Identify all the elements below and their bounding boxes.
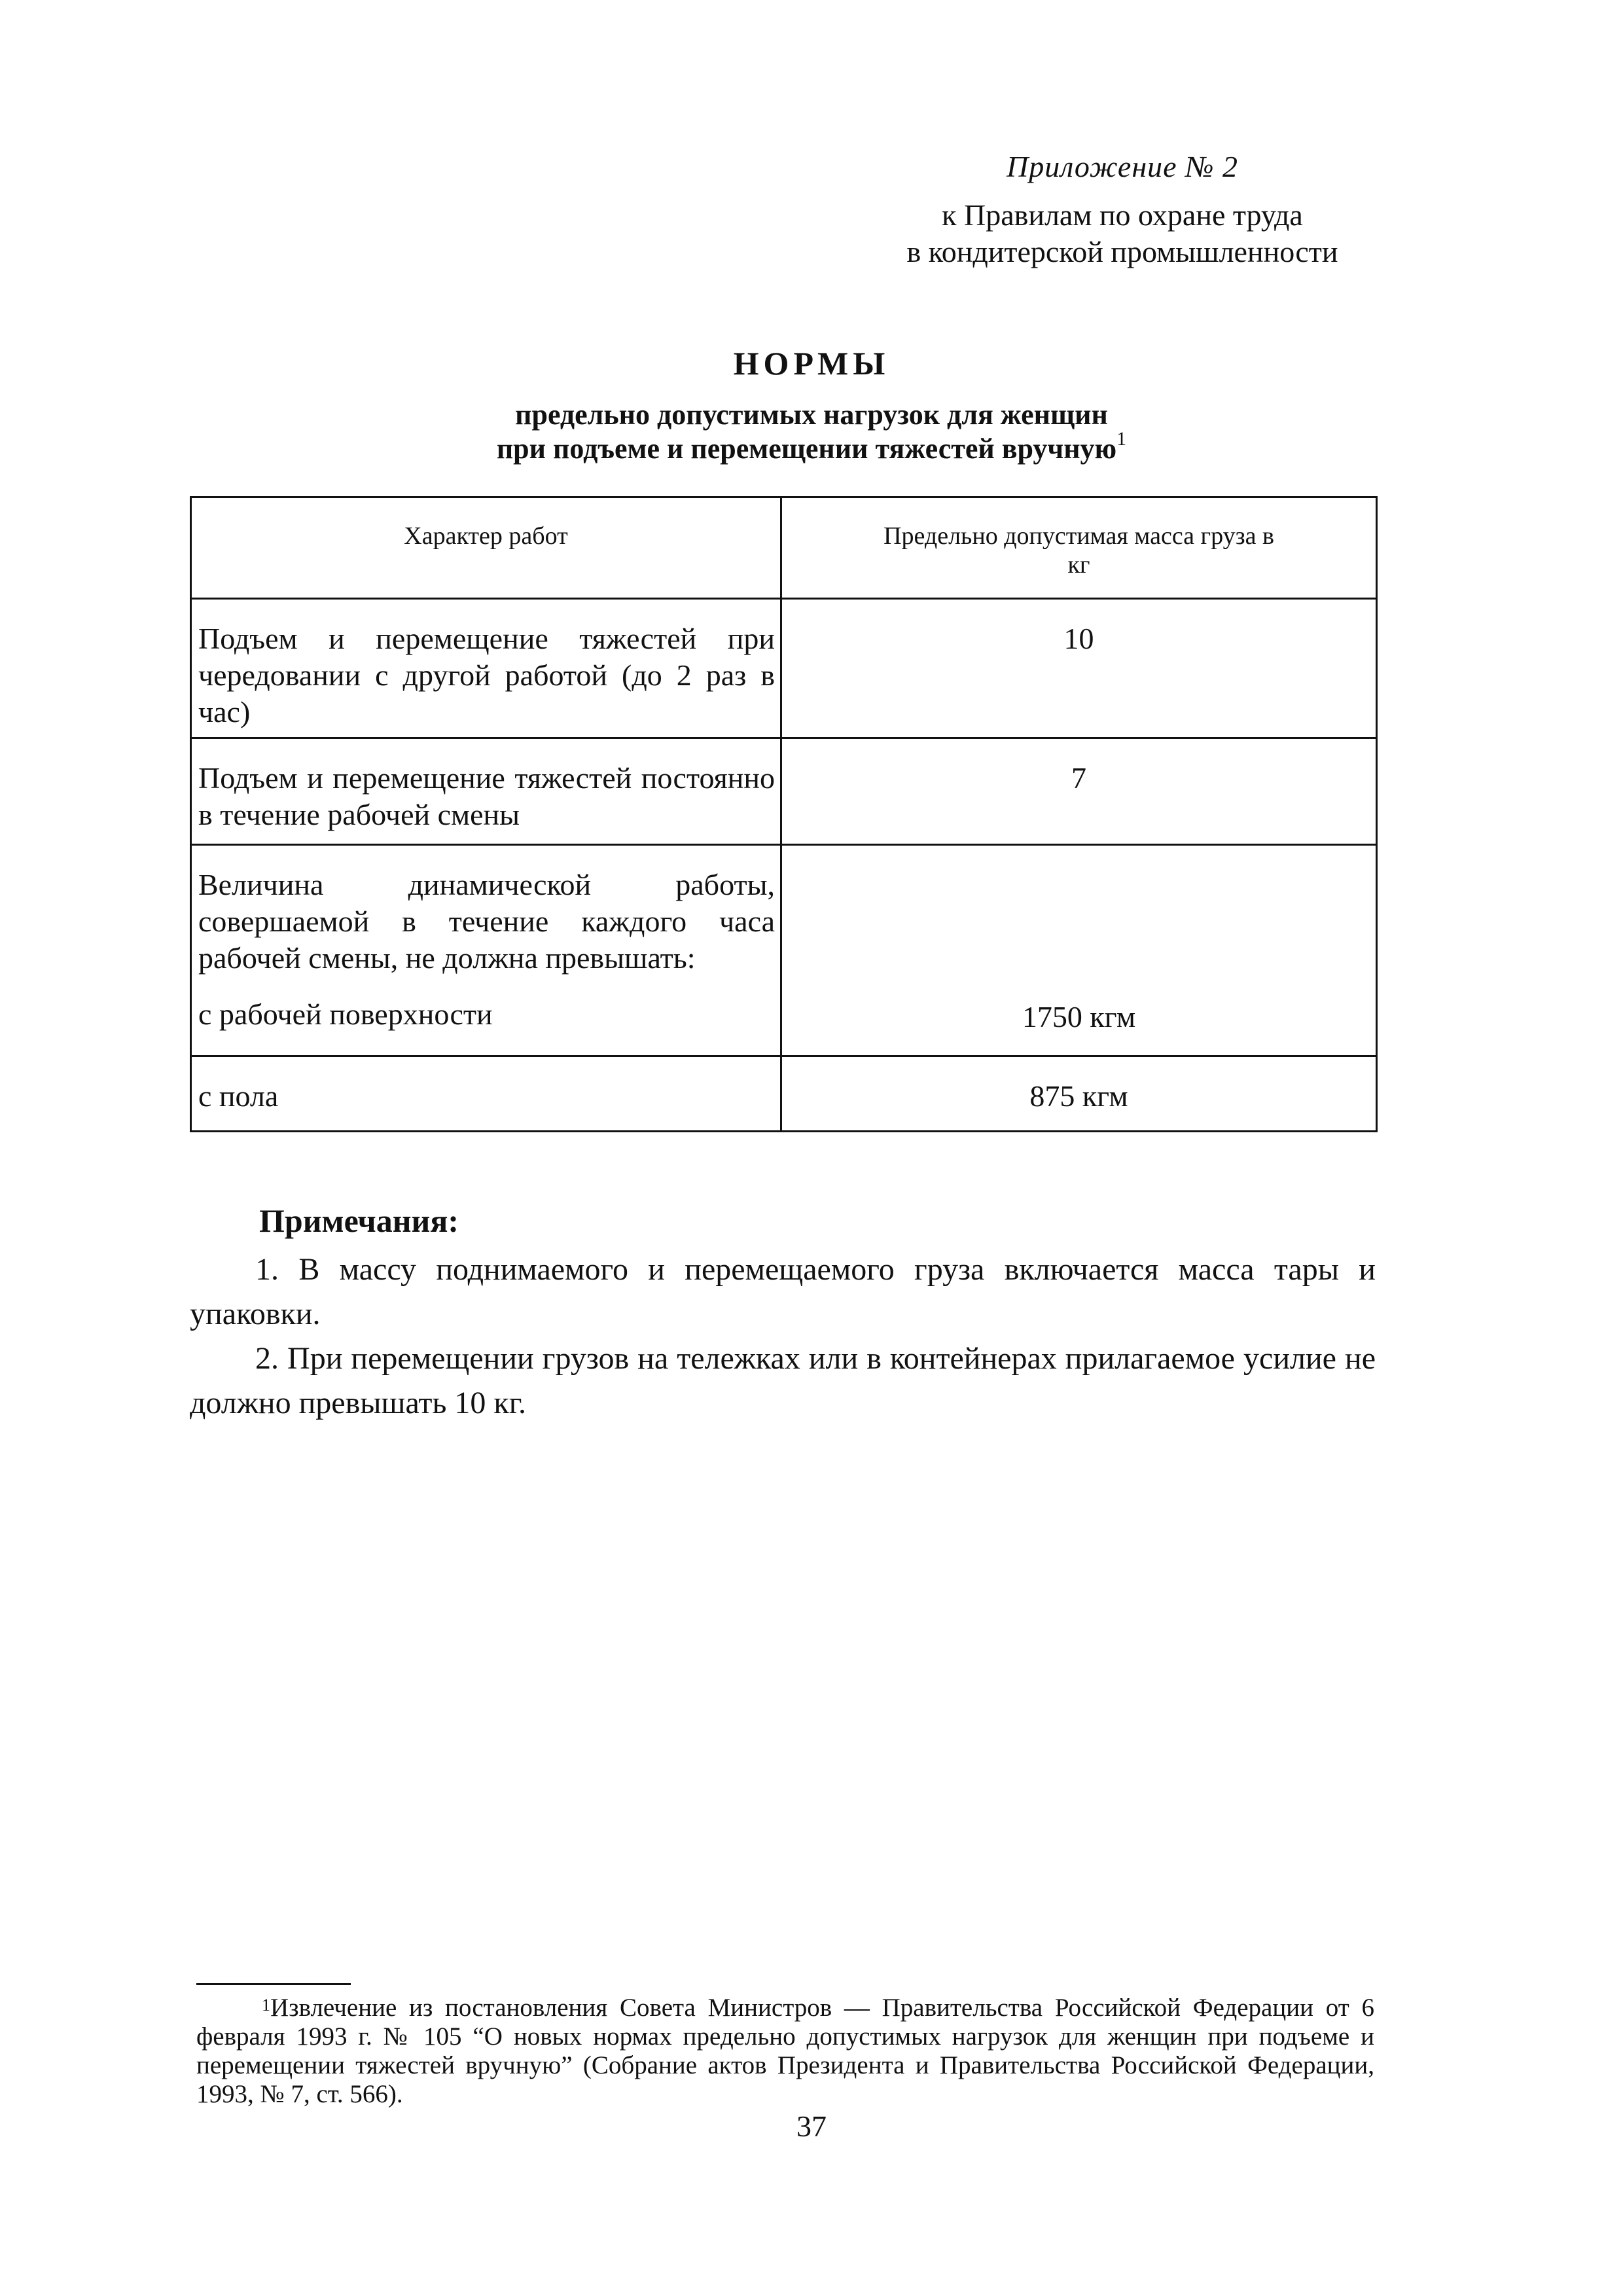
row-work-cell: с пола	[198, 1079, 279, 1113]
table-row	[191, 1056, 1377, 1132]
row-work-cell: Подъем и перемещение тяжестей постоянно в течение рабочей смены	[198, 761, 775, 831]
note-item	[190, 1336, 1376, 1426]
row-work-cell: с рабочей поверхности	[198, 997, 493, 1031]
row-work-cell: Подъем и перемещение тяжестей при чередовании с другой работой (до 2 раз в час)	[198, 622, 775, 728]
footnote-mark: 1	[262, 1996, 270, 2015]
footnote-divider	[196, 1983, 351, 1985]
notes-heading: Примечания:	[259, 1202, 459, 1239]
norms-table	[190, 496, 1378, 1132]
header-max-weight: Предельно допустимая масса груза в кг	[781, 497, 1377, 599]
document-subtitle-line-2	[0, 428, 1623, 465]
note-text: 1. В массу поднимаемого и перемещаемого груза включается масса тары и упаковки.	[190, 1252, 1376, 1331]
row-value-cell	[782, 846, 1376, 867]
table-row-combined	[191, 845, 1377, 1056]
row-value-cell: 7	[1071, 761, 1086, 795]
footnote-text: Извлечение из постановления Совета Министров — Правительства Российской Федерации от 6 февраля 1993 г. № 105 “О новых нормах предельно допустимых нагрузок для женщин при подъеме и перемещении тяжестей вручную” (Собрание актов Президента и Правительства Российской Федерации, 1993, № 7, ст. 566).	[196, 1994, 1374, 2108]
table-header-row	[191, 497, 1377, 599]
document-subtitle-line-1: предельно допустимых нагрузок для женщин	[515, 399, 1108, 431]
row-value-cell: 875 кгм	[1029, 1079, 1128, 1113]
note-item	[190, 1247, 1376, 1336]
table-row	[191, 599, 1377, 738]
appendix-title: Приложение № 2	[1007, 150, 1238, 183]
footnote	[196, 1994, 1374, 2109]
document-title: НОРМЫ	[733, 345, 890, 382]
note-text: 2. При перемещении грузов на тележках или в контейнерах прилагаемое усилие не должно превышать 10 кг.	[190, 1341, 1376, 1420]
appendix-line-1: к Правилам по охране труда	[942, 198, 1303, 232]
row-value-cell: 1750 кгм	[1022, 1000, 1136, 1033]
footnote-reference: 1	[1116, 428, 1127, 450]
row-work-cell: Величина динамической работы, совершаемой в течение каждого часа рабочей смены, не должна превышать:	[198, 868, 775, 975]
page-number: 37	[796, 2109, 827, 2143]
appendix-line-2: в кондитерской промышленности	[906, 235, 1338, 268]
header-work-type: Характер работ	[191, 497, 781, 599]
row-value-cell: 10	[1063, 622, 1094, 655]
subtitle-line-2-text: при подъеме и перемещении тяжестей вручную	[496, 433, 1117, 465]
table-row	[191, 738, 1377, 845]
